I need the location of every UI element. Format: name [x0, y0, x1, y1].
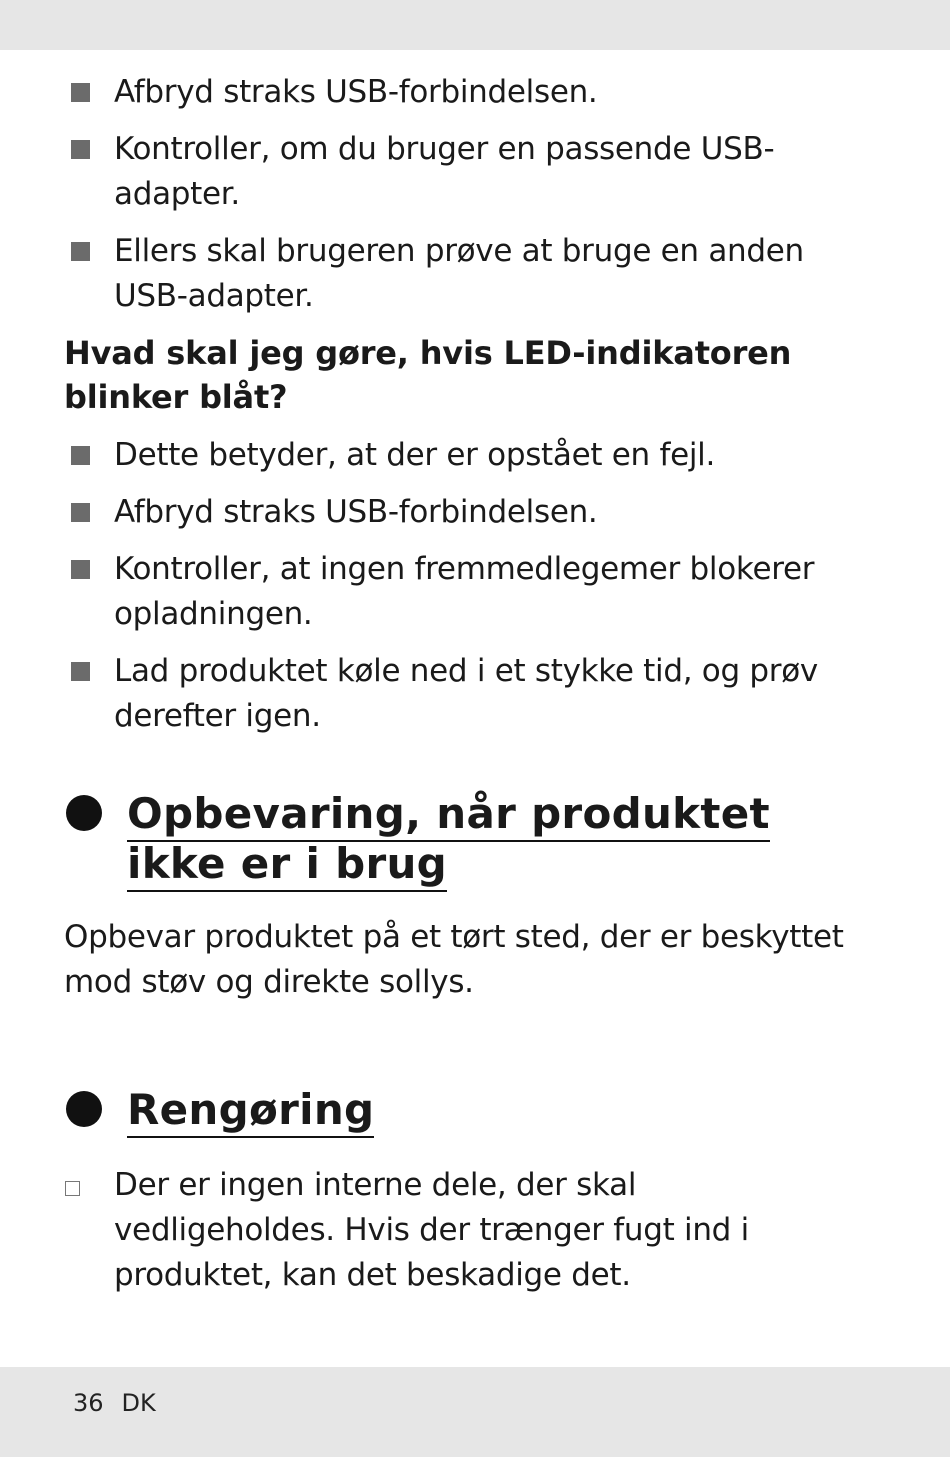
square-bullet-icon — [71, 446, 90, 465]
list-item: Kontroller, om du bruger en passende USB-adapter. — [64, 127, 814, 217]
faq-question-heading: Hvad skal jeg gøre, hvis LED-indikatoren blinker blåt? — [64, 334, 792, 416]
list-item: Lad produktet køle ned i et stykke tid, og prøv derefter igen. — [64, 649, 874, 739]
bullet-dot-icon — [66, 1091, 102, 1127]
page-content — [64, 70, 884, 1298]
list-item: Afbryd straks USB-forbindelsen. — [64, 490, 884, 535]
square-bullet-icon — [71, 83, 90, 102]
square-bullet-icon — [71, 503, 90, 522]
section-heading-storage — [64, 789, 847, 889]
square-bullet-icon — [71, 662, 90, 681]
section-heading-cleaning — [64, 1085, 884, 1135]
top-band — [0, 0, 950, 50]
list-item: Dette betyder, at der er opstået en fejl. — [64, 433, 884, 478]
square-bullet-icon — [71, 140, 90, 159]
bullet-dot-icon — [66, 795, 102, 831]
language-code: DK — [121, 1389, 156, 1417]
page-number: 36 — [73, 1389, 104, 1417]
page-footer — [73, 1388, 156, 1418]
section-title-cleaning: Rengøring — [127, 1085, 374, 1138]
list-item: Der er ingen interne dele, der skal vedligeholdes. Hvis der trænger fugt ind i produktet, kan det beskadige det. — [64, 1163, 794, 1298]
list-item: Afbryd straks USB-forbindelsen. — [64, 70, 884, 115]
checkbox-square-icon — [65, 1181, 80, 1196]
bullet-list-led — [64, 433, 884, 739]
bullet-list-usb — [64, 70, 884, 319]
section-title-storage: Opbevaring, når produktet ikke er i brug — [127, 789, 770, 892]
list-item: Ellers skal brugeren prøve at bruge en anden USB-adapter. — [64, 229, 864, 319]
square-bullet-icon — [71, 560, 90, 579]
storage-paragraph: Opbevar produktet på et tørt sted, der er beskyttet mod støv og direkte sollys. — [64, 919, 844, 1000]
square-bullet-icon — [71, 242, 90, 261]
list-item: Kontroller, at ingen fremmedlegemer blokerer opladningen. — [64, 547, 874, 637]
